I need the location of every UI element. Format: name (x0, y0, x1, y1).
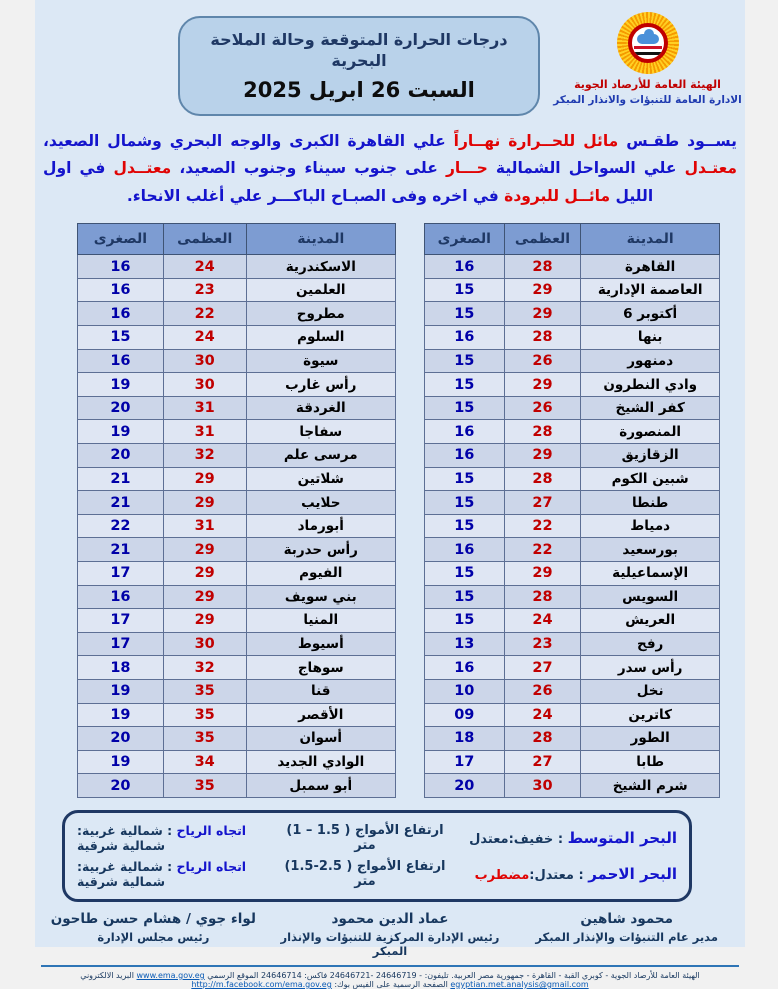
table-row (78, 609, 396, 633)
city-cell: بورسعيد (581, 538, 720, 562)
wind-direction-label: اتجاه الرياح (172, 858, 247, 874)
wave-height-cell (275, 859, 455, 889)
min-temp-cell: 15 (425, 514, 505, 538)
max-temp-cell: 31 (163, 420, 246, 444)
table-body (425, 255, 720, 798)
wave-height-unit: متر (354, 837, 376, 853)
city-cell: الطور (581, 727, 720, 751)
city-cell: دمياط (581, 514, 720, 538)
footer-contact-line (35, 971, 745, 989)
city-cell: الأقصر (246, 703, 395, 727)
footer-link[interactable]: www.ema.gov.eg (136, 970, 205, 980)
forecast-segment: معتــدل (105, 159, 172, 178)
signatures (35, 911, 745, 958)
forecast-paragraph (43, 128, 737, 212)
city-cell: السويس (581, 585, 720, 609)
sea-condition-row (77, 856, 677, 892)
max-temp-cell: 26 (504, 679, 581, 703)
forecast-segment: معتـدل (676, 159, 737, 178)
max-temp-cell: 23 (504, 632, 581, 656)
max-temp-cell: 35 (163, 703, 246, 727)
max-temp-cell: 28 (504, 420, 581, 444)
org-block (550, 10, 745, 116)
forecast-segment: على جنوب سيناء وجنوب الصعيد، (171, 159, 438, 178)
sea-state-alert: مضطرب (474, 868, 530, 884)
city-cell: كاترين (581, 703, 720, 727)
min-temp-cell: 15 (425, 373, 505, 397)
city-cell: رأس سدر (581, 656, 720, 680)
max-temp-cell: 24 (163, 326, 246, 350)
wind-direction-value: : شمالية غربية: شمالية شرقية (77, 858, 173, 889)
city-cell: مطروح (246, 302, 395, 326)
wave-height-cell (275, 823, 455, 853)
min-temp-cell: 20 (78, 396, 164, 420)
column-header-min: الصغرى (425, 224, 505, 255)
min-temp-cell: 15 (425, 491, 505, 515)
min-temp-cell: 16 (425, 538, 505, 562)
city-cell: الفيوم (246, 561, 395, 585)
min-temp-cell: 16 (425, 326, 505, 350)
forecast-segment: علي القاهرة الكبرى والوجه البحري وشمال الصعيد، (43, 131, 446, 150)
min-temp-cell: 15 (425, 278, 505, 302)
sea-state: : معتدل: (529, 868, 589, 884)
footer-link[interactable]: http://m.facebook.com/ema.gov.eg (191, 979, 332, 989)
table-row (425, 396, 720, 420)
signature-block (35, 911, 272, 958)
table-row (78, 514, 396, 538)
max-temp-cell: 22 (504, 538, 581, 562)
max-temp-cell: 29 (504, 302, 581, 326)
min-temp-cell: 15 (78, 326, 164, 350)
min-temp-cell: 17 (78, 632, 164, 656)
footer-link[interactable]: egyptian.met.analysis@gmail.com (450, 979, 589, 989)
min-temp-cell: 21 (78, 538, 164, 562)
city-cell: المنصورة (581, 420, 720, 444)
min-temp-cell: 17 (425, 750, 505, 774)
forecast-date: السبت 26 ابريل 2025 (243, 77, 475, 102)
table-row (425, 278, 720, 302)
max-temp-cell: 28 (504, 467, 581, 491)
max-temp-cell: 24 (504, 609, 581, 633)
footer-text: الهيئة العامة للأرصاد الجوية - كوبري القبة - القاهرة - جمهورية مصر العربية. تليفون: - 24646719 -24646721 فاكس: 24646714 الموقع الرسمي (204, 970, 700, 980)
min-temp-cell: 16 (425, 420, 505, 444)
signature-title: رئيس مجلس الإدارة (97, 929, 210, 944)
max-temp-cell: 29 (163, 491, 246, 515)
city-cell: نخل (581, 679, 720, 703)
city-cell: أسوان (246, 727, 395, 751)
city-cell: المنيا (246, 609, 395, 633)
min-temp-cell: 19 (78, 750, 164, 774)
cloud-icon (637, 34, 659, 44)
wind-direction-value: : شمالية غربية: شمالية شرقية (77, 822, 173, 853)
sea-state: : خفيف:معتدل (469, 832, 568, 848)
min-temp-cell: 21 (78, 467, 164, 491)
city-cell: العلمين (246, 278, 395, 302)
max-temp-cell: 27 (504, 491, 581, 515)
max-temp-cell: 28 (504, 255, 581, 279)
wind-direction-label: اتجاه الرياح (172, 822, 247, 838)
max-temp-cell: 22 (163, 302, 246, 326)
max-temp-cell: 31 (163, 396, 246, 420)
city-cell: طنطا (581, 491, 720, 515)
city-cell: سفاجا (246, 420, 395, 444)
footer-text: البريد الالكتروني (80, 970, 137, 980)
max-temp-cell: 32 (163, 656, 246, 680)
sea-state-cell (455, 864, 677, 883)
min-temp-cell: 16 (425, 255, 505, 279)
table-row (425, 774, 720, 798)
city-cell: مرسى علم (246, 444, 395, 468)
city-cell: السلوم (246, 326, 395, 350)
table-row (425, 561, 720, 585)
max-temp-cell: 23 (163, 278, 246, 302)
city-cell: الزقازيق (581, 444, 720, 468)
table-row (78, 349, 396, 373)
signature-title: رئيس الإدارة المركزية للتنبؤات والإنذار المبكر (280, 929, 500, 958)
min-temp-cell: 13 (425, 632, 505, 656)
forecast-segment: يســود طقـس (618, 131, 737, 150)
max-temp-cell: 29 (163, 561, 246, 585)
max-temp-cell: 29 (504, 561, 581, 585)
min-temp-cell: 15 (425, 396, 505, 420)
marine-conditions-box (62, 810, 692, 902)
wind-direction-cell (77, 859, 275, 889)
wave-height-unit: متر (354, 873, 376, 889)
max-temp-cell: 27 (504, 656, 581, 680)
wave-height-range: (1 – 1.5 ) (286, 822, 351, 838)
temperature-table-coasts-upper-egypt (77, 223, 396, 798)
max-temp-cell: 30 (163, 373, 246, 397)
temperature-tables (35, 219, 745, 798)
city-cell: سوهاج (246, 656, 395, 680)
max-temp-cell: 30 (163, 349, 246, 373)
min-temp-cell: 17 (78, 609, 164, 633)
min-temp-cell: 20 (78, 774, 164, 798)
table-row (78, 420, 396, 444)
city-cell: دمنهور (581, 349, 720, 373)
temperature-table-cairo-delta-sinai (424, 223, 720, 798)
sea-name: البحر الاحمر (588, 865, 677, 884)
min-temp-cell: 09 (425, 703, 505, 727)
min-temp-cell: 19 (78, 679, 164, 703)
footer-divider (41, 965, 739, 967)
min-temp-cell: 15 (425, 302, 505, 326)
max-temp-cell: 35 (163, 727, 246, 751)
table-row (78, 774, 396, 798)
city-cell: سيوة (246, 349, 395, 373)
min-temp-cell: 16 (78, 255, 164, 279)
city-cell: الاسكندرية (246, 255, 395, 279)
min-temp-cell: 16 (78, 302, 164, 326)
table-row (78, 255, 396, 279)
city-cell: شبين الكوم (581, 467, 720, 491)
city-cell: شلاتين (246, 467, 395, 491)
table-row (78, 703, 396, 727)
max-temp-cell: 31 (163, 514, 246, 538)
city-cell: الغردقة (246, 396, 395, 420)
page-title: درجات الحرارة المتوقعة وحالة الملاحة البحرية (210, 30, 508, 70)
min-temp-cell: 15 (425, 349, 505, 373)
table-body (78, 255, 396, 798)
wind-direction-cell (77, 823, 275, 853)
table-row (425, 302, 720, 326)
forecast-sheet (35, 0, 745, 989)
max-temp-cell: 28 (504, 585, 581, 609)
max-temp-cell: 29 (163, 585, 246, 609)
city-cell: حلايب (246, 491, 395, 515)
table-row (425, 420, 720, 444)
wave-height-label: ارتفاع الأمواج (352, 858, 446, 874)
wave-height-label: ارتفاع الأمواج (350, 822, 444, 838)
min-temp-cell: 19 (78, 420, 164, 444)
table-row (78, 750, 396, 774)
ema-sun-logo-icon (617, 12, 679, 74)
city-cell: رأس غارب (246, 373, 395, 397)
wave-height-range: (1.5-2.5 ) (284, 858, 353, 874)
table-row (78, 585, 396, 609)
table-row (78, 444, 396, 468)
max-temp-cell: 29 (504, 373, 581, 397)
table-row (78, 467, 396, 491)
sea-condition-row (77, 820, 677, 856)
min-temp-cell: 16 (78, 585, 164, 609)
header (35, 0, 745, 116)
max-temp-cell: 32 (163, 444, 246, 468)
min-temp-cell: 19 (78, 373, 164, 397)
forecast-segment: في اول الليل (43, 159, 654, 206)
max-temp-cell: 24 (504, 703, 581, 727)
column-header-city: المدينة (246, 224, 395, 255)
table-row (425, 656, 720, 680)
table-row (78, 302, 396, 326)
min-temp-cell: 20 (78, 444, 164, 468)
max-temp-cell: 29 (163, 467, 246, 491)
max-temp-cell: 29 (504, 444, 581, 468)
max-temp-cell: 28 (504, 727, 581, 751)
table-header-row (425, 224, 720, 255)
max-temp-cell: 34 (163, 750, 246, 774)
column-header-min: الصغرى (78, 224, 164, 255)
city-cell: رفح (581, 632, 720, 656)
table-row (78, 538, 396, 562)
forecast-segment: حـــار (437, 159, 488, 178)
table-row (78, 396, 396, 420)
min-temp-cell: 20 (425, 774, 505, 798)
org-name: الهيئة العامة للأرصاد الجوية (574, 78, 721, 91)
min-temp-cell: 16 (78, 349, 164, 373)
min-temp-cell: 15 (425, 561, 505, 585)
min-temp-cell: 15 (425, 585, 505, 609)
table-row (425, 491, 720, 515)
min-temp-cell: 17 (78, 561, 164, 585)
city-cell: 6 أكتوبر (581, 302, 720, 326)
signature-title: مدير عام التنبؤات والإنذار المبكر (535, 929, 718, 944)
signature-name: عماد الدين محمود (331, 910, 449, 927)
max-temp-cell: 35 (163, 679, 246, 703)
table-row (425, 444, 720, 468)
column-header-max: العظمى (504, 224, 581, 255)
table-row (78, 373, 396, 397)
table-row (78, 679, 396, 703)
max-temp-cell: 29 (504, 278, 581, 302)
table-row (425, 727, 720, 751)
max-temp-cell: 24 (163, 255, 246, 279)
table-row (425, 326, 720, 350)
forecast-segment: مائل للحــرارة نهــاراً (445, 131, 619, 150)
city-cell: شرم الشيخ (581, 774, 720, 798)
forecast-segment: علي السواحل الشمالية (487, 159, 677, 178)
city-cell: القاهرة (581, 255, 720, 279)
egypt-flag-icon (634, 46, 662, 55)
min-temp-cell: 16 (78, 278, 164, 302)
column-header-city: المدينة (581, 224, 720, 255)
footer-text: الصفحة الرسمية على الفيس بوك: (331, 979, 451, 989)
table-row (425, 349, 720, 373)
table-row (78, 656, 396, 680)
table-row (78, 561, 396, 585)
title-box (178, 16, 540, 116)
min-temp-cell: 16 (425, 444, 505, 468)
max-temp-cell: 30 (504, 774, 581, 798)
city-cell: طابا (581, 750, 720, 774)
city-cell: أسيوط (246, 632, 395, 656)
min-temp-cell: 20 (78, 727, 164, 751)
table-row (78, 278, 396, 302)
table-row (425, 373, 720, 397)
max-temp-cell: 35 (163, 774, 246, 798)
max-temp-cell: 27 (504, 750, 581, 774)
max-temp-cell: 26 (504, 396, 581, 420)
table-row (78, 727, 396, 751)
min-temp-cell: 19 (78, 703, 164, 727)
max-temp-cell: 29 (163, 609, 246, 633)
city-cell: وادي النطرون (581, 373, 720, 397)
max-temp-cell: 26 (504, 349, 581, 373)
table-row (425, 514, 720, 538)
table-row (425, 255, 720, 279)
table-header (425, 224, 720, 255)
table-row (425, 585, 720, 609)
min-temp-cell: 15 (425, 467, 505, 491)
city-cell: الإسماعيلية (581, 561, 720, 585)
city-cell: أبو سمبل (246, 774, 395, 798)
max-temp-cell: 29 (163, 538, 246, 562)
table-header-row (78, 224, 396, 255)
table-row (425, 632, 720, 656)
table-row (78, 491, 396, 515)
min-temp-cell: 15 (425, 609, 505, 633)
table-row (425, 679, 720, 703)
signature-name: لواء جوي / هشام حسن طاحون (50, 910, 256, 927)
city-cell: العريش (581, 609, 720, 633)
max-temp-cell: 30 (163, 632, 246, 656)
city-cell: أبورماد (246, 514, 395, 538)
min-temp-cell: 18 (78, 656, 164, 680)
min-temp-cell: 21 (78, 491, 164, 515)
table-row (425, 750, 720, 774)
min-temp-cell: 16 (425, 656, 505, 680)
table-row (425, 467, 720, 491)
city-cell: بنها (581, 326, 720, 350)
table-row (425, 609, 720, 633)
max-temp-cell: 22 (504, 514, 581, 538)
max-temp-cell: 28 (504, 326, 581, 350)
table-header (78, 224, 396, 255)
city-cell: رأس حدربة (246, 538, 395, 562)
signature-name: محمود شاهين (580, 910, 673, 927)
signature-block (508, 911, 745, 958)
table-row (78, 632, 396, 656)
city-cell: كفر الشيخ (581, 396, 720, 420)
table-row (425, 703, 720, 727)
min-temp-cell: 10 (425, 679, 505, 703)
city-cell: الوادي الجديد (246, 750, 395, 774)
forecast-segment: مائــل للبرودة (498, 187, 611, 206)
city-cell: قنا (246, 679, 395, 703)
city-cell: العاصمة الإدارية (581, 278, 720, 302)
org-department: الادارة العامة للتنبؤات والانذار المبكر (553, 93, 742, 106)
column-header-max: العظمى (163, 224, 246, 255)
min-temp-cell: 18 (425, 727, 505, 751)
logo-ring-icon (628, 23, 668, 63)
min-temp-cell: 22 (78, 514, 164, 538)
forecast-segment: في اخره وفى الصبـاح الباكـــر علي أغلب الانحاء. (126, 187, 499, 206)
table-row (425, 538, 720, 562)
table-row (78, 326, 396, 350)
sea-state-cell (455, 828, 677, 847)
city-cell: بني سويف (246, 585, 395, 609)
signature-block (272, 911, 509, 958)
sea-name: البحر المتوسط (567, 829, 677, 848)
